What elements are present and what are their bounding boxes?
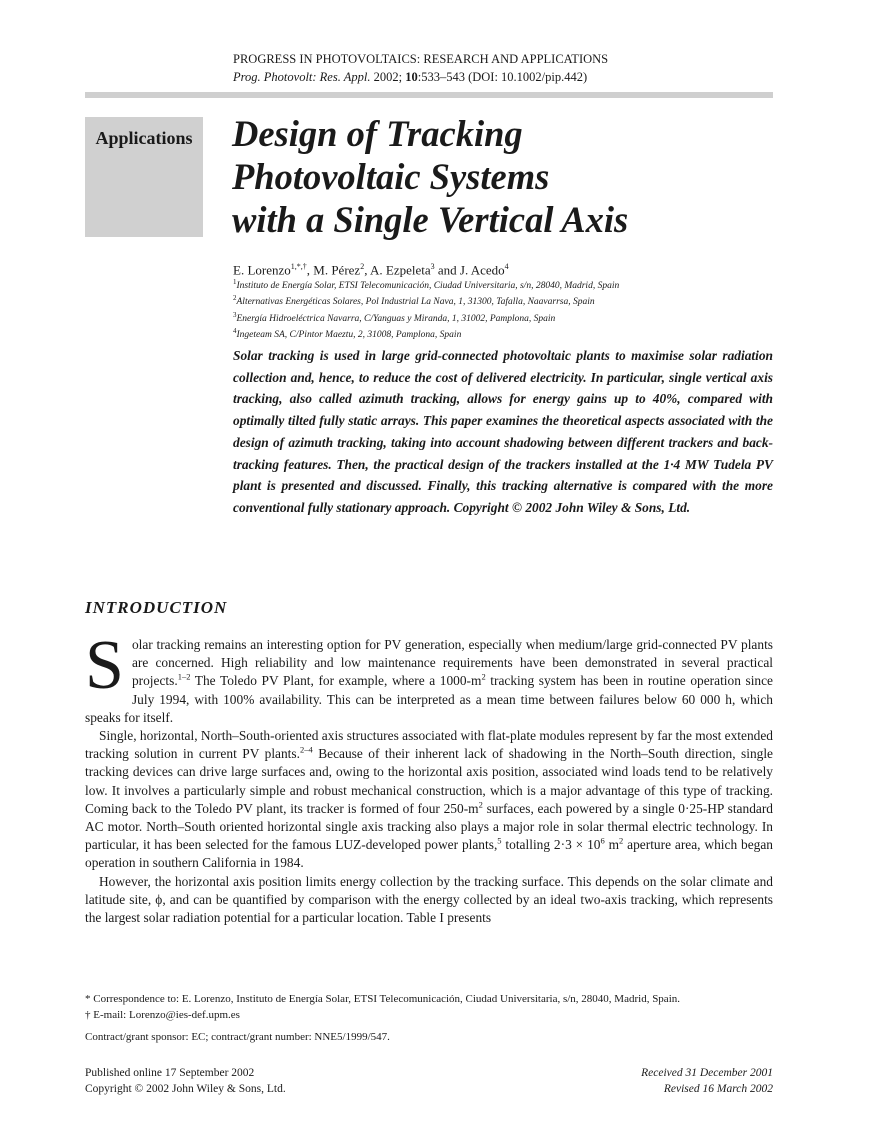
author-3: , A. Ezpeleta [364,262,431,278]
paragraph-2 [85,727,773,873]
author-3-sup: 3 [430,262,435,271]
p1-text-2: The Toledo PV Plant, for example, where a 1000-m [190,673,482,689]
article-title [232,112,792,241]
author-1-sup: 1,*,† [290,262,307,271]
section-label: Applications [95,128,193,148]
author-2-sup: 2 [360,262,365,271]
p2-text-6: aperture area, which began operation in southern California in 1984. [85,837,773,871]
author-4-sup: 4 [504,262,509,271]
footer-left [85,1065,286,1097]
citation-suffix: :533–543 (DOI: 10.1002/pip.442) [417,70,588,84]
p1-text-3: tracking system has been in routine operation since July 1994, with 100% availability. This can be interpreted as a mean time between failures below 60 000 h, which speaks for itself. [85,673,774,725]
journal-header [233,50,608,86]
p2-text-3: surfaces, each powered by a single 0·25-HP standard AC motor. North–South oriented horizontal single axis tracking also plays a major role in solar thermal electric technology. In particular, it has been selected for the famous LUZ-developed power plants, [85,800,773,853]
p2-sup-5: 2 [619,835,624,846]
footer-copyright: Copyright © 2002 John Wiley & Sons, Ltd. [85,1083,286,1095]
affiliation-3-num: 3 [233,310,237,319]
title-line-2: Photovoltaic Systems [232,156,550,197]
affiliations [233,276,619,342]
affiliation-3 [233,309,619,325]
affiliation-1-num: 1 [233,278,237,286]
p1-text-1: olar tracking remains an interesting option for PV generation, especially when medium/large grid-connected PV plants are concerned. High reliability and low maintenance requirements have been demonstrated in several practical projects. [131,637,773,689]
body-text [85,627,774,927]
p2-text-2: Because of their inherent lack of shadowing in the North–South direction, single tracking devices can drive large surfaces and, owing to the horizontal axis position, associated wind loads tend to be relatively low. It involves a particularly simple and robust mechanical construction, which is a major advantage of this type of tracking. Coming back to the Toledo PV plant, its tracker is formed of four 250-m [85,746,774,816]
citation-year: 2002; [370,70,406,84]
footnotes [85,991,785,1045]
paragraph-3: However, the horizontal axis position limits energy collection by the tracking surface. This depends on the solar climate and latitude site, ϕ, and can be quantified by comparison with the energy collected by an ideal two-axis tracking, which represents the largest solar radiation potential for a particular location. Table I presents [85,873,773,926]
affiliation-4-num: 4 [233,327,237,336]
affiliation-2-text: Alternativas Energéticas Solares, Pol Industrial La Nava, 1, 31300, Tafalla, Naavarrsa, Spain [236,297,595,308]
affiliation-2 [233,292,619,308]
p2-sup-4: 6 [600,835,605,846]
citation-volume: 10 [405,70,418,84]
affiliation-3-text: Energía Hidroeléctrica Navarra, C/Yanguas y Miranda, 1, 31002, Pamplona, Spain [236,314,556,325]
revised-date: Revised 16 March 2002 [663,1083,773,1095]
published-date: Published online 17 September 2002 [85,1067,255,1079]
p2-ref-3: 5 [497,835,502,846]
affiliation-4 [233,325,619,341]
affiliation-2-num: 2 [233,294,237,303]
p2-ref-1: 2–4 [299,744,313,755]
affiliation-4-text: Ingeteam SA, C/Pintor Maeztu, 2, 31008, Pamplona, Spain [236,330,462,341]
affiliation-1-text: Instituto de Energía Solar, ETSI Telecomunicación, Ciudad Universitaria, s/n, 28040, Madrid, Spain [236,281,620,292]
p2-text-5: m [604,837,620,853]
abstract: Solar tracking is used in large grid-connected photovoltaic plants to maximise solar radiation collection and, hence, to reduce the cost of delivered electricity. In particular, single vertical axis tracking, also called azimuth tracking, allows for energy gains up to 40%, compared with optimally tilted fully static arrays. This paper examines the theoretical aspects associated with the design of azimuth tracking, taking into account shadowing between different trackers and back-tracking features. Then, the practical design of the trackers installed at the 1·4 MW Tudela PV plant is presented and discussed. Finally, this tracking alternative is compared with the more conventional fully stationary approach. Copyright © 2002 John Wiley & Sons, Ltd. [233,348,773,515]
p1-ref-1: 1–2 [177,671,191,682]
grant-note: Contract/grant sponsor: EC; contract/grant number: NNE5/1999/547. [85,1031,390,1043]
p1-sup-2: 2 [481,671,486,682]
author-2: , M. Pérez [306,262,361,278]
author-1: E. Lorenzo [233,262,291,278]
citation-prefix: Prog. Photovolt: Res. Appl. [233,70,371,84]
drop-cap: S [85,627,124,704]
title-line-1: Design of Tracking [232,113,523,154]
received-date: Received 31 December 2001 [641,1067,773,1079]
paragraph-1 [85,627,774,727]
p2-text-4: totalling 2·3 × 10 [501,837,601,853]
journal-name: PROGRESS IN PHOTOVOLTAICS: RESEARCH AND APPLICATIONS [233,52,609,66]
journal-citation [233,68,608,86]
footer-right [560,1065,773,1097]
email-note: † E-mail: Lorenzo@ies-def.upm.es [85,1009,240,1021]
p2-sup-2: 2 [478,799,483,810]
title-line-3: with a Single Vertical Axis [232,199,629,240]
section-label-box [85,117,203,237]
author-4: and J. Acedo [434,262,505,278]
introduction-heading: INTRODUCTION [85,598,228,617]
correspondence-note: * Correspondence to: E. Lorenzo, Instituto de Energía Solar, ETSI Telecomunicación, Ciudad Universitaria, s/n, 28040, Madrid, Spain. [85,993,680,1005]
p2-text-1: Single, horizontal, North–South-oriented axis structures associated with flat-plate modules represent by far the most extended tracking solution in current PV plants. [85,728,773,762]
header-rule [85,92,773,98]
affiliation-1 [233,276,619,292]
